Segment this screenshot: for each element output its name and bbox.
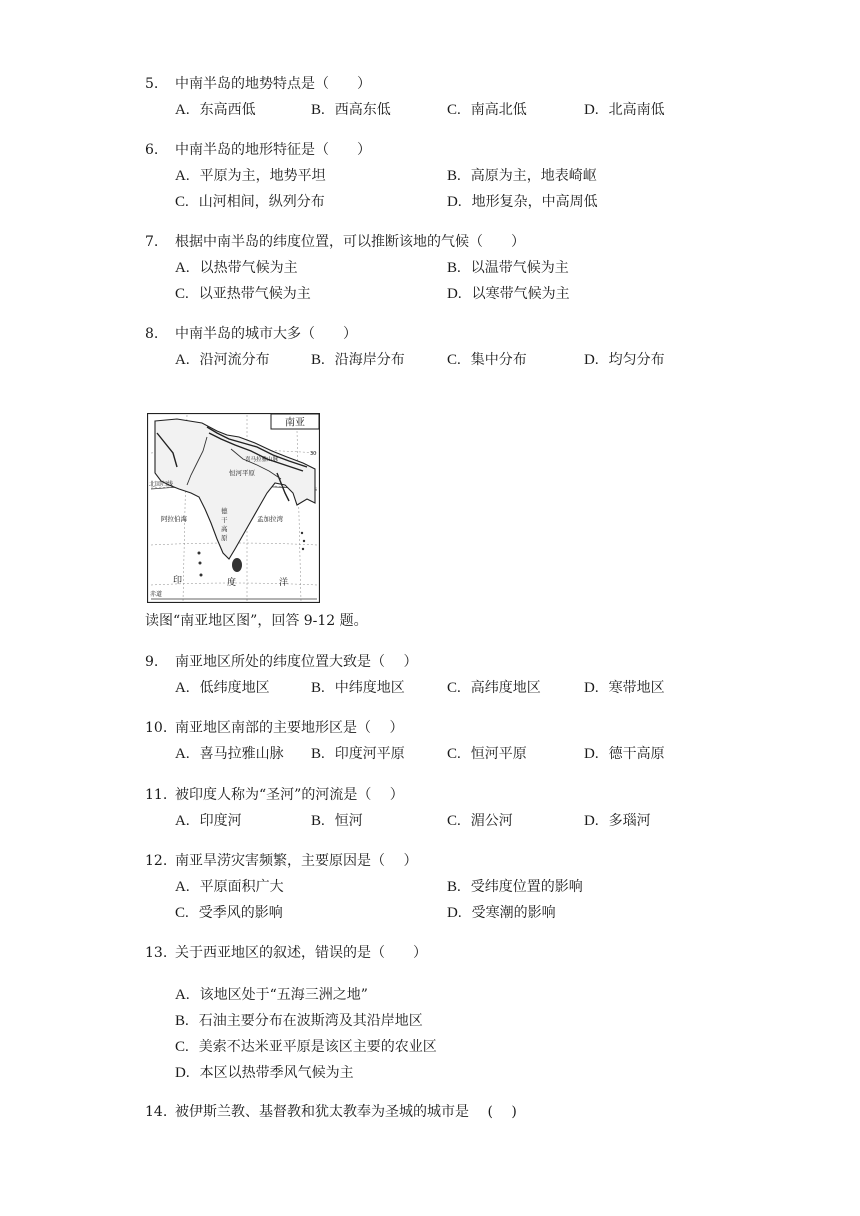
question-stem: 中南半岛的地形特征是（ ） xyxy=(175,142,371,158)
label-deccan-2: 干 xyxy=(221,516,228,524)
question-number: 6. xyxy=(145,142,159,158)
option-d[interactable]: D. 以寒带气候为主 xyxy=(447,286,570,302)
option-a[interactable]: A. 印度河 xyxy=(175,813,242,829)
label-deccan-1: 德 xyxy=(221,507,228,515)
option-d[interactable]: D. 受寒潮的影响 xyxy=(447,905,556,921)
option-b[interactable]: B. 受纬度位置的影响 xyxy=(447,879,583,895)
option-c[interactable]: C. 恒河平原 xyxy=(447,746,527,762)
question-7 xyxy=(145,232,525,252)
option-d[interactable]: D. 北高南低 xyxy=(584,102,665,118)
label-tropic: 北回归线 xyxy=(149,481,174,488)
question-9 xyxy=(145,652,417,672)
label-indian: 印 xyxy=(173,576,183,586)
option-c[interactable]: C. 南高北低 xyxy=(447,102,527,118)
question-number: 7. xyxy=(145,234,159,250)
question-number: 12. xyxy=(145,853,168,869)
question-number: 14. xyxy=(145,1104,168,1120)
question-number: 9. xyxy=(145,654,159,670)
question-stem: 关于西亚地区的叙述，错误的是（ ） xyxy=(175,945,427,961)
question-11 xyxy=(145,785,404,805)
label-ocean: 洋 xyxy=(279,578,289,588)
option-a[interactable]: A. 以热带气候为主 xyxy=(175,260,298,276)
question-stem: 南亚地区所处的纬度位置大致是（ ） xyxy=(175,654,418,670)
question-number: 11. xyxy=(145,787,168,803)
question-stem: 中南半岛的城市大多（ ） xyxy=(175,326,357,342)
option-b[interactable]: B. 恒河 xyxy=(311,813,363,829)
question-stem: 南亚地区南部的主要地形区是（ ） xyxy=(175,720,404,736)
option-a[interactable]: A. 平原为主，地势平坦 xyxy=(175,168,326,184)
option-b[interactable]: B. 石油主要分布在波斯湾及其沿岸地区 xyxy=(175,1013,423,1029)
option-b[interactable]: B. 以温带气候为主 xyxy=(447,260,569,276)
option-c[interactable]: C. 集中分布 xyxy=(447,352,527,368)
map-title: 南亚 xyxy=(285,417,305,429)
question-8 xyxy=(145,324,357,344)
question-number: 8. xyxy=(145,326,159,342)
option-a[interactable]: A. 该地区处于“五海三洲之地” xyxy=(175,987,368,1003)
option-a[interactable]: A. 东高西低 xyxy=(175,102,256,118)
question-13 xyxy=(145,943,427,963)
option-b[interactable]: B. 高原为主，地表崎岖 xyxy=(447,168,597,184)
question-14 xyxy=(145,1102,517,1122)
option-c[interactable]: C. 山河相间，纵列分布 xyxy=(175,194,325,210)
question-number: 10. xyxy=(145,720,168,736)
option-a[interactable]: A. 喜马拉雅山脉 xyxy=(175,746,284,762)
south-asia-map xyxy=(147,413,320,603)
option-b[interactable]: B. 印度河平原 xyxy=(311,746,405,762)
option-c[interactable]: C. 受季风的影响 xyxy=(175,905,283,921)
question-stem: 根据中南半岛的纬度位置，可以推断该地的气候（ ） xyxy=(175,234,525,250)
option-b[interactable]: B. 西高东低 xyxy=(311,102,391,118)
question-number: 13. xyxy=(145,945,168,961)
question-stem: 被伊斯兰教、基督教和犹太教奉为圣城的城市是 ( ) xyxy=(175,1104,517,1120)
label-deccan-3: 高 xyxy=(221,525,228,533)
option-d[interactable]: D. 多瑙河 xyxy=(584,813,651,829)
label-du: 度 xyxy=(227,578,237,588)
question-6 xyxy=(145,140,371,160)
question-number: 5. xyxy=(145,76,159,92)
option-a[interactable]: A. 沿河流分布 xyxy=(175,352,270,368)
option-d[interactable]: D. 德干高原 xyxy=(584,746,665,762)
sri-lanka xyxy=(232,558,242,572)
label-himalaya: 喜马拉雅山脉 xyxy=(245,457,279,463)
option-c[interactable]: C. 美索不达米亚平原是该区主要的农业区 xyxy=(175,1039,437,1055)
option-a[interactable]: A. 低纬度地区 xyxy=(175,680,270,696)
label-arabian-sea: 阿拉伯海 xyxy=(161,515,187,523)
option-d[interactable]: D. 均匀分布 xyxy=(584,352,665,368)
label-lat-30: 30 xyxy=(310,451,317,457)
option-d[interactable]: D. 地形复杂，中高周低 xyxy=(447,194,598,210)
option-a[interactable]: A. 平原面积广大 xyxy=(175,879,284,895)
question-10 xyxy=(145,718,403,738)
option-d[interactable]: D. 寒带地区 xyxy=(584,680,665,696)
option-b[interactable]: B. 中纬度地区 xyxy=(311,680,405,696)
option-b[interactable]: B. 沿海岸分布 xyxy=(311,352,405,368)
label-ganges-plain: 恒河平原 xyxy=(229,469,255,477)
question-stem: 中南半岛的地势特点是（ ） xyxy=(175,76,371,92)
label-equator: 赤道 xyxy=(150,591,163,598)
option-c[interactable]: C. 湄公河 xyxy=(447,813,513,829)
question-stem: 被印度人称为“圣河”的河流是（ ） xyxy=(175,787,404,803)
question-stem: 南亚旱涝灾害频繁，主要原因是（ ） xyxy=(175,853,418,869)
option-c[interactable]: C. 以亚热带气候为主 xyxy=(175,286,311,302)
question-5 xyxy=(145,74,371,94)
label-deccan-4: 原 xyxy=(221,534,228,542)
question-12 xyxy=(145,851,417,871)
option-c[interactable]: C. 高纬度地区 xyxy=(447,680,541,696)
option-d[interactable]: D. 本区以热带季风气候为主 xyxy=(175,1065,354,1081)
map-caption: 读图“南亚地区图”，回答 9-12 题。 xyxy=(145,613,368,629)
label-bay-of-bengal: 孟加拉湾 xyxy=(257,515,283,523)
